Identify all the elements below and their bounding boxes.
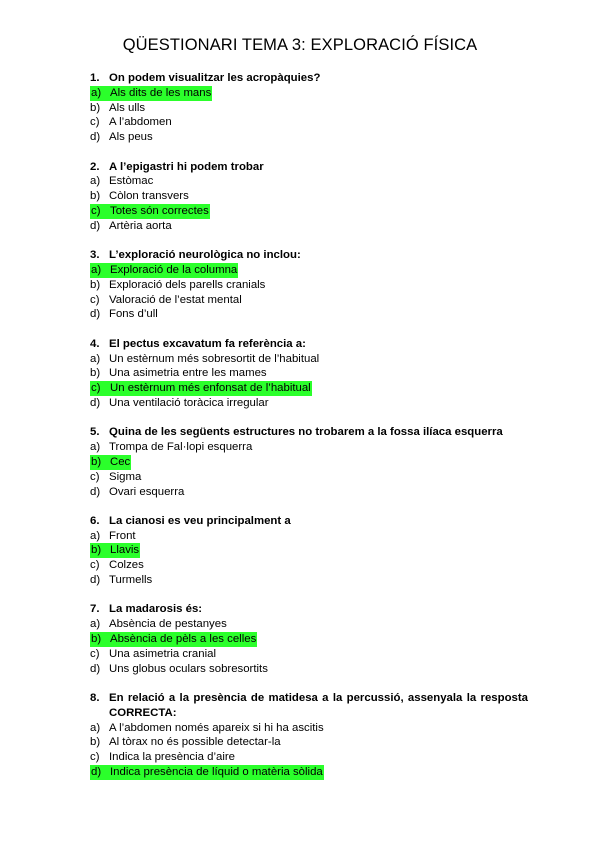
question-text: On podem visualitzar les acropàquies? [109, 72, 321, 84]
question-heading [90, 248, 528, 263]
question-heading [90, 514, 528, 529]
correct-answer-highlight [90, 204, 210, 219]
question-text: A l’epigastri hi podem trobar [109, 160, 264, 173]
questions-list [90, 71, 528, 794]
option-letter: c) [91, 204, 101, 217]
question-number: 3. [90, 249, 100, 262]
question-5 [90, 425, 528, 499]
option-text: Sigma [109, 470, 142, 483]
answer-option [90, 366, 528, 381]
answer-option [90, 735, 528, 750]
correct-answer-highlight [90, 765, 324, 780]
question-text-line: En relació a la presència de matidesa a la percussió, assenyala la resposta [109, 692, 528, 705]
option-text: Llavis [110, 544, 140, 557]
option-text: A l’abdomen [109, 116, 172, 129]
option-text: Cec [110, 455, 131, 468]
option-text: Una asimetria entre les mames [109, 367, 267, 380]
option-text: Colzes [109, 559, 144, 572]
option-letter: b) [90, 736, 101, 749]
question-7 [90, 602, 528, 676]
option-letter: a) [90, 529, 101, 542]
answer-option [90, 204, 528, 219]
answer-option [90, 647, 528, 662]
option-text: Al tòrax no és possible detectar-la [109, 736, 281, 749]
option-text: Una ventilació toràcica irregular [109, 396, 269, 409]
question-heading [90, 425, 528, 440]
answer-option [90, 86, 528, 101]
option-text: A l’abdomen només apareix si hi ha ascitis [109, 721, 324, 734]
option-letter: c) [90, 293, 100, 306]
option-letter: d) [90, 485, 101, 498]
answer-option [90, 721, 528, 736]
option-text: Absència de pestanyes [109, 618, 227, 631]
answer-option [90, 189, 528, 204]
page-title: QÜESTIONARI TEMA 3: EXPLORACIÓ FÍSICA [122, 36, 478, 54]
option-text: Estòmac [109, 175, 154, 188]
question-number: 2. [90, 160, 100, 173]
question-heading [90, 602, 528, 617]
option-letter: c) [90, 647, 100, 660]
option-text: Ovari esquerra [109, 485, 185, 498]
option-letter: a) [90, 441, 101, 454]
option-letter: d) [90, 219, 101, 232]
option-letter: b) [91, 544, 102, 557]
option-text: Exploració de la columna [110, 263, 238, 276]
option-text: Un estèrnum més sobresortit de l’habitual [109, 352, 320, 365]
answer-option [90, 130, 528, 145]
question-1 [90, 71, 528, 145]
question-number: 7. [90, 603, 100, 616]
option-text: Uns globus oculars sobresortits [109, 662, 268, 675]
answer-option [90, 307, 528, 322]
option-letter: d) [90, 396, 101, 409]
answer-option [90, 632, 528, 647]
question-number: 8. [90, 692, 100, 705]
question-number: 6. [90, 514, 100, 527]
option-text: Fons d’ull [109, 308, 158, 321]
option-text: Turmells [109, 574, 153, 587]
option-text: Còlon transvers [109, 190, 189, 203]
question-heading [90, 160, 528, 175]
option-letter: b) [91, 455, 102, 468]
option-letter: a) [90, 721, 101, 734]
correct-answer-highlight [90, 381, 312, 396]
option-letter: b) [90, 190, 101, 203]
option-letter: d) [91, 766, 102, 779]
correct-answer-highlight [90, 632, 257, 647]
question-text-continuation: CORRECTA: [109, 706, 177, 719]
answer-option [90, 396, 528, 411]
question-8 [90, 691, 528, 780]
answer-option [90, 455, 528, 470]
option-letter: c) [90, 116, 100, 129]
correct-answer-highlight [90, 455, 131, 470]
option-text: Als dits de les mans [110, 86, 212, 99]
option-letter: d) [90, 131, 101, 144]
answer-option [90, 263, 528, 278]
question-2 [90, 160, 528, 234]
answer-option [90, 115, 528, 130]
answer-option [90, 293, 528, 308]
option-letter: a) [91, 86, 102, 99]
question-heading [90, 691, 528, 721]
question-text: La cianosi es veu principalment a [109, 514, 291, 527]
option-letter: b) [90, 278, 101, 291]
option-text: Trompa de Fal·lopi esquerra [109, 441, 253, 454]
question-text: La madarosis és: [109, 603, 203, 616]
question-number: 1. [90, 72, 100, 84]
answer-option [90, 219, 528, 234]
option-text: Un estèrnum més enfonsat de l’habitual [110, 382, 311, 395]
option-text: Totes són correctes [110, 204, 209, 217]
question-text: El pectus excavatum fa referència a: [109, 337, 306, 350]
option-letter: d) [90, 574, 101, 587]
option-text: Front [109, 529, 136, 542]
correct-answer-highlight [90, 543, 140, 558]
answer-option [90, 278, 528, 293]
option-letter: c) [90, 470, 100, 483]
answer-option [90, 662, 528, 677]
option-letter: c) [91, 382, 101, 395]
option-text: Absència de pèls a les celles [110, 633, 257, 646]
answer-option [90, 352, 528, 367]
option-letter: c) [90, 751, 100, 764]
option-text: Indica presència de líquid o matèria sòlida [110, 766, 323, 779]
answer-option [90, 543, 528, 558]
answer-option [90, 485, 528, 500]
question-heading [90, 71, 528, 86]
question-text: Quina de les següents estructures no trobarem a la fossa ilíaca esquerra [109, 426, 503, 439]
question-6 [90, 514, 528, 588]
option-text: Indica la presència d’aire [109, 751, 236, 764]
option-text: Als peus [109, 131, 153, 144]
answer-option [90, 750, 528, 765]
answer-option [90, 765, 528, 780]
option-letter: d) [90, 662, 101, 675]
option-text: Artèria aorta [109, 219, 172, 232]
option-letter: b) [90, 367, 101, 380]
answer-option [90, 440, 528, 455]
question-3 [90, 248, 528, 322]
answer-option [90, 470, 528, 485]
option-letter: b) [90, 101, 101, 114]
question-text [109, 691, 528, 721]
question-number: 4. [90, 337, 100, 350]
option-letter: b) [91, 633, 102, 646]
option-text: Als ulls [109, 101, 146, 114]
option-letter: a) [90, 618, 101, 631]
answer-option [90, 529, 528, 544]
option-letter: a) [90, 352, 101, 365]
question-text: L’exploració neurològica no inclou: [109, 249, 301, 262]
answer-option [90, 558, 528, 573]
answer-option [90, 101, 528, 116]
option-letter: d) [90, 308, 101, 321]
option-text: Valoració de l’estat mental [109, 293, 242, 306]
answer-option [90, 381, 528, 396]
answer-option [90, 617, 528, 632]
question-heading [90, 337, 528, 352]
correct-answer-highlight [90, 86, 212, 101]
option-letter: a) [90, 175, 101, 188]
option-letter: c) [90, 559, 100, 572]
option-text: Exploració dels parells cranials [109, 278, 266, 291]
option-text: Una asimetria cranial [109, 647, 216, 660]
question-4 [90, 337, 528, 411]
answer-option [90, 174, 528, 189]
question-number: 5. [90, 426, 100, 439]
answer-option [90, 573, 528, 588]
correct-answer-highlight [90, 263, 238, 278]
option-letter: a) [91, 263, 102, 276]
